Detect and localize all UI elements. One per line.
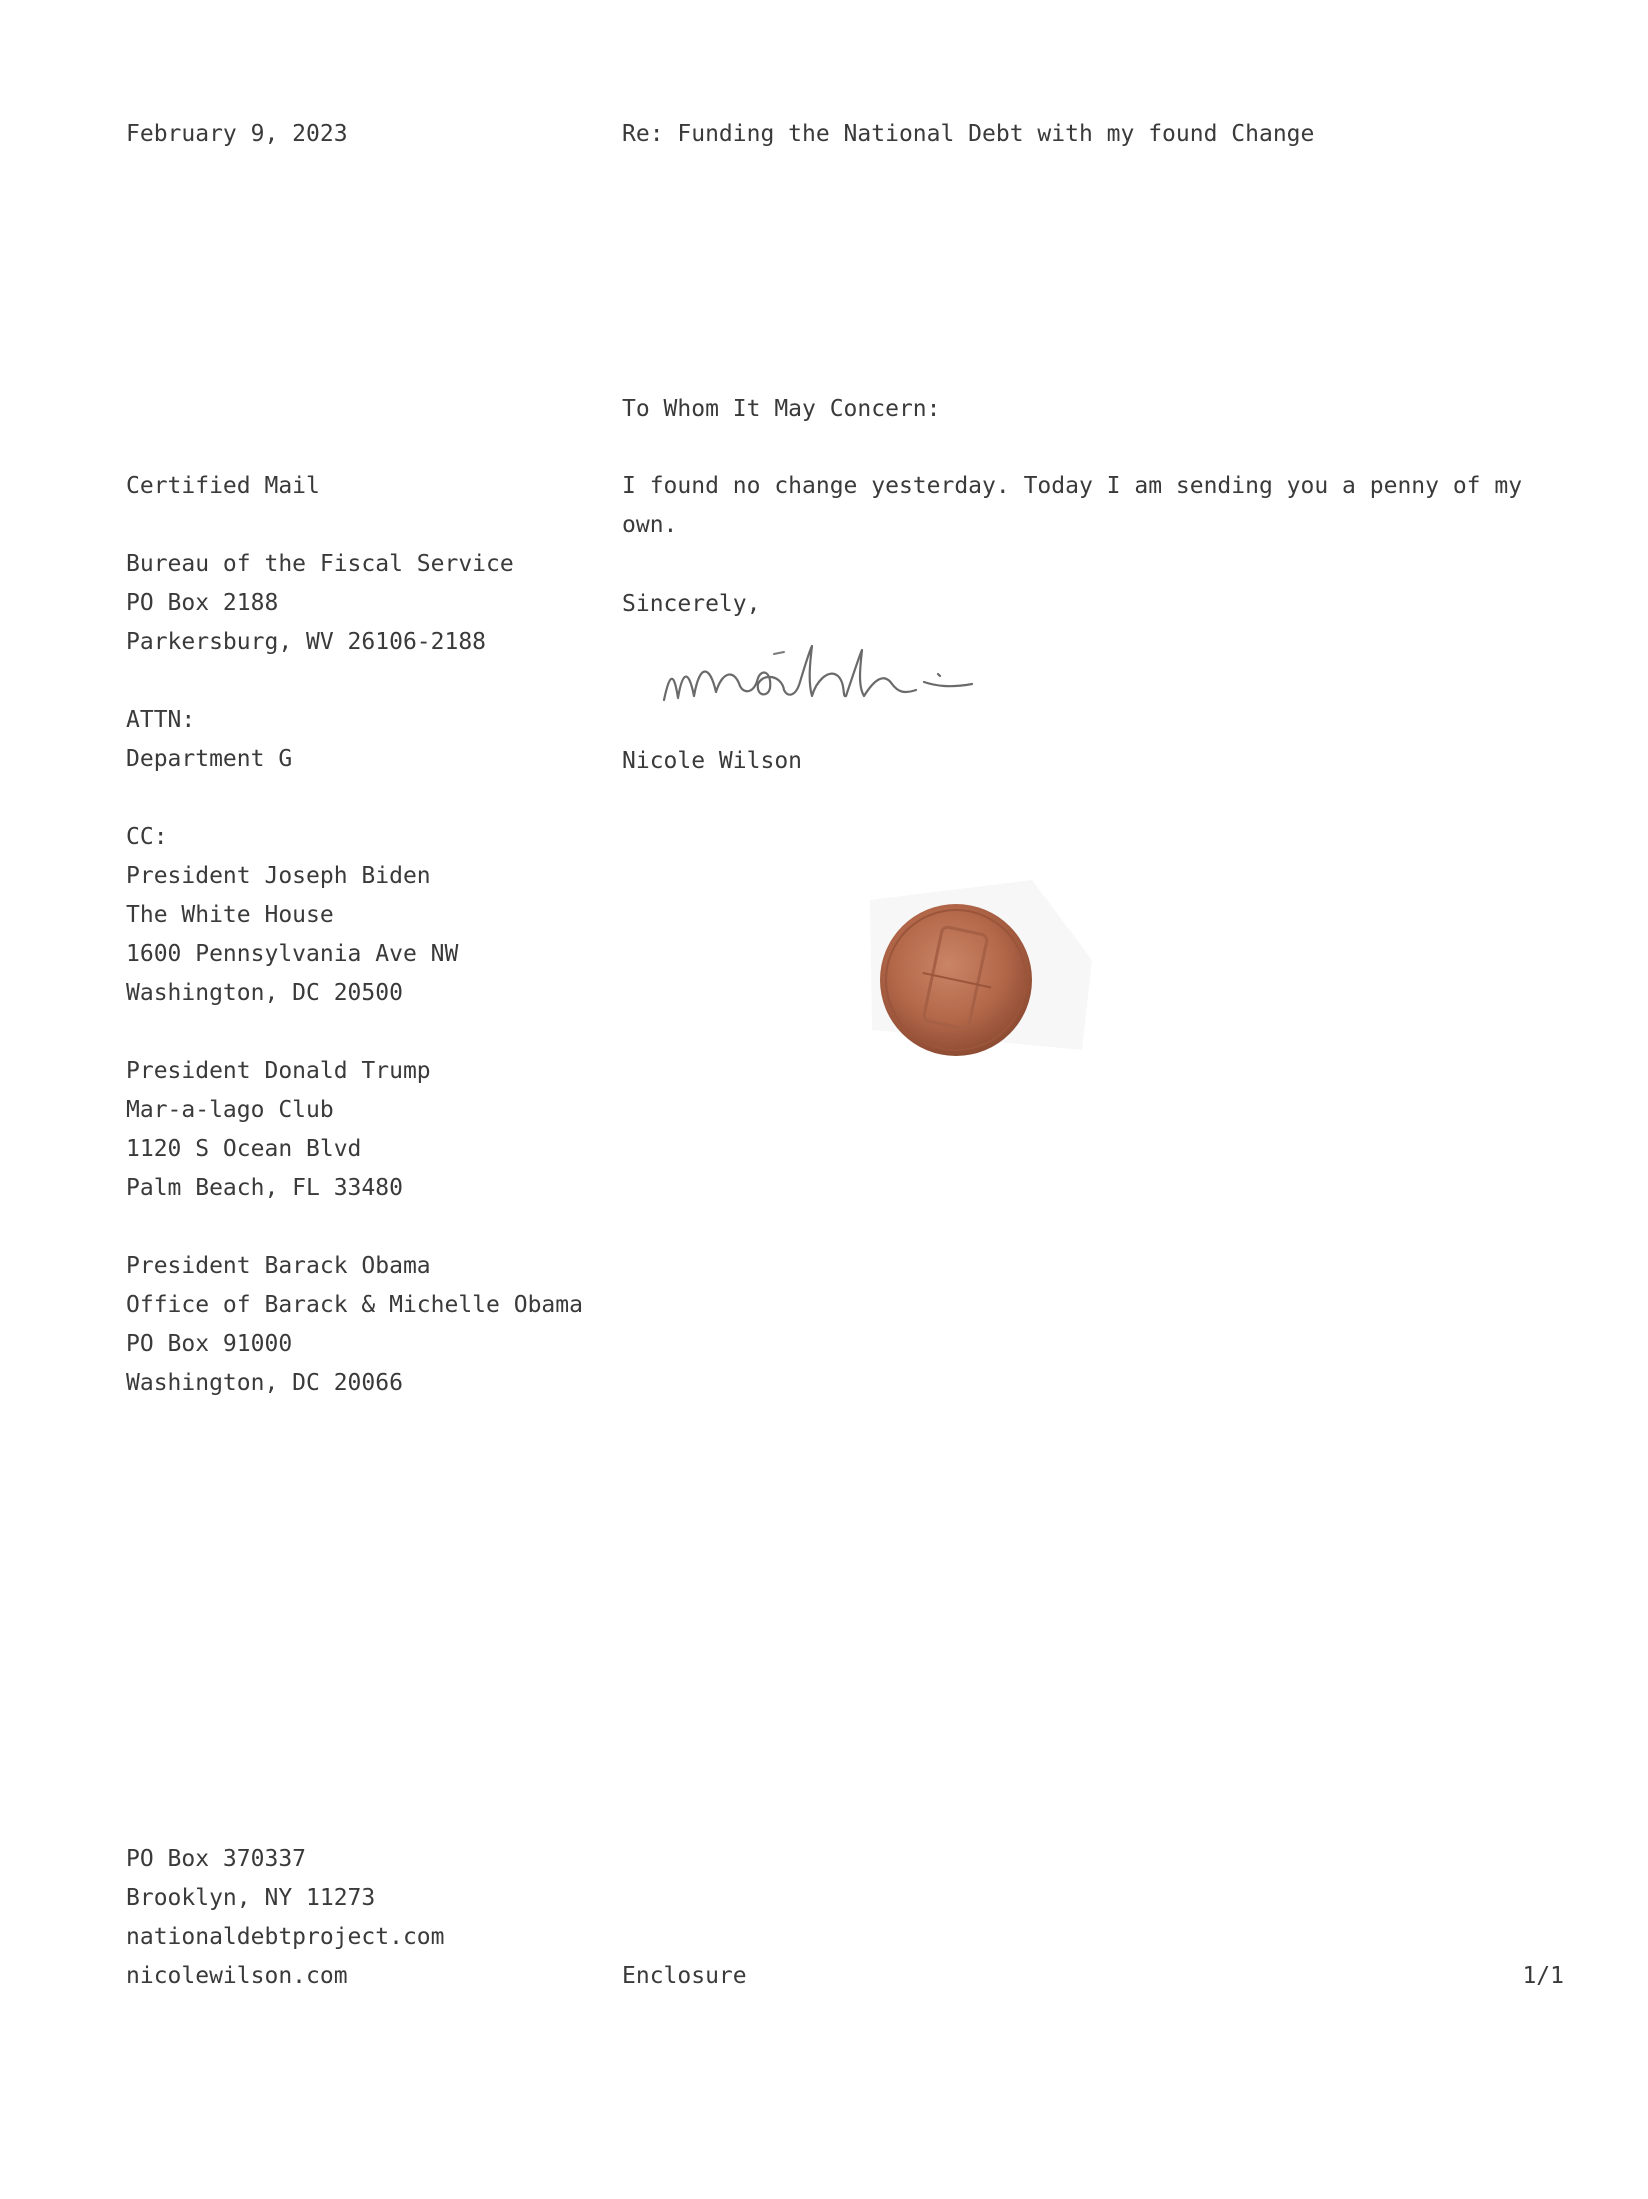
attn-department: Department G <box>126 746 293 772</box>
sender-line: nationaldebtproject.com <box>126 1924 445 1950</box>
letter-body: I found no change yesterday. Today I am sending you a penny of my own. <box>622 473 1523 538</box>
delivery-method: Certified Mail <box>126 473 320 499</box>
sender-line: Brooklyn, NY 11273 <box>126 1885 376 1911</box>
handwritten-signature <box>660 632 1000 712</box>
cc-line: President Barack Obama <box>126 1253 431 1279</box>
cc-line: PO Box 91000 <box>126 1331 293 1357</box>
cc-line: President Joseph Biden <box>126 863 431 889</box>
signer-name: Nicole Wilson <box>622 748 803 774</box>
cc-label: CC: <box>126 824 168 850</box>
recipient-line: Bureau of the Fiscal Service <box>126 551 514 577</box>
recipient-line: Parkersburg, WV 26106-2188 <box>126 629 487 655</box>
letter-date: February 9, 2023 <box>126 121 348 147</box>
sender-line: PO Box 370337 <box>126 1846 307 1872</box>
cc-line: Washington, DC 20500 <box>126 980 403 1006</box>
sender-address <box>126 1840 445 1996</box>
address-column <box>126 467 583 1403</box>
attn-label: ATTN: <box>126 707 196 733</box>
cc-line: Palm Beach, FL 33480 <box>126 1175 403 1201</box>
sender-line: nicolewilson.com <box>126 1963 348 1989</box>
cc-line: Office of Barack & Michelle Obama <box>126 1292 583 1318</box>
subject-line: Re: Funding the National Debt with my found Change <box>622 121 1315 147</box>
cc-line: The White House <box>126 902 334 928</box>
cc-line: Mar-a-lago Club <box>126 1097 334 1123</box>
cc-line: President Donald Trump <box>126 1058 431 1084</box>
penny-image <box>852 860 1102 1070</box>
recipient-line: PO Box 2188 <box>126 590 279 616</box>
page-number: 1/1 <box>1522 1963 1564 1989</box>
salutation: To Whom It May Concern: <box>622 396 941 422</box>
cc-line: 1120 S Ocean Blvd <box>126 1136 362 1162</box>
cc-line: Washington, DC 20066 <box>126 1370 403 1396</box>
closing: Sincerely, <box>622 591 761 617</box>
enclosure-note: Enclosure <box>622 1963 747 1989</box>
cc-line: 1600 Pennsylvania Ave NW <box>126 941 459 967</box>
